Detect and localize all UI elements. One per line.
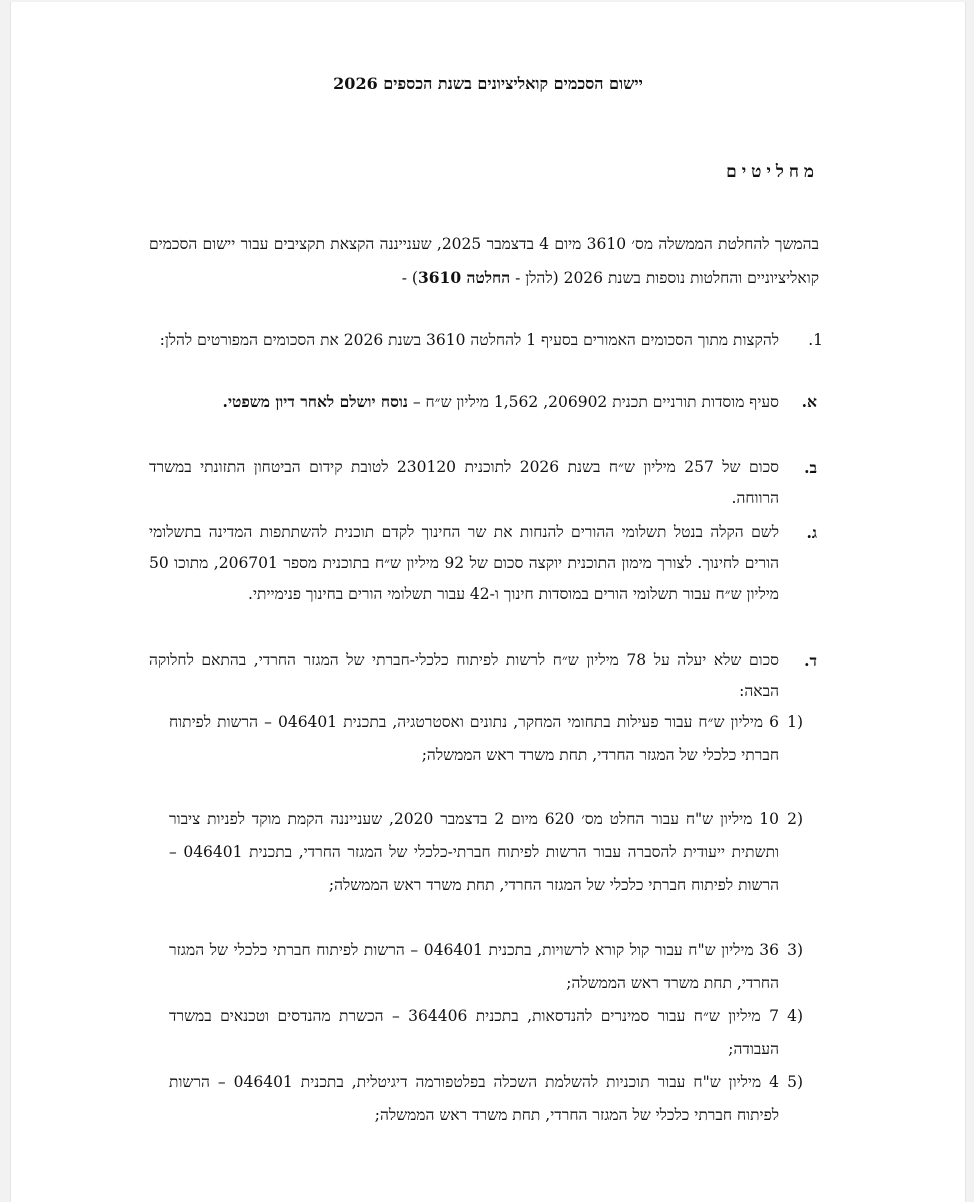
list-item: [169, 1066, 803, 1132]
subsection-c: [149, 517, 817, 610]
section-1: [149, 324, 823, 356]
subsection-bold-text: נוסח יושלם לאחר דיון משפטי.: [222, 392, 408, 411]
subsection-text: סכום של 257 מיליון ש״ח בשנת 2026 לתוכנית 230120 לטובת קידום הביטחון התזונתי במשרד הרווחה.: [149, 458, 779, 507]
subsection-text: סכום שלא יעלה על 78 מיליון ש״ח לרשות לפיתוח כלכלי-חברתי של המגזר החרדי, בהתאם לחלוקה הבאה:: [149, 651, 779, 700]
document-body: [11, 2, 965, 1202]
subsection-d: [149, 645, 817, 707]
list-item-number: (1: [787, 713, 803, 731]
intro-text-end: ) -: [401, 269, 418, 287]
decision-heading: מחליטים: [726, 162, 819, 182]
intro-text: בהמשך להחלטת הממשלה מס׳ 3610 מיום 4 בדצמבר 2025, שענייננה הקצאת תקציבים עבור יישום הסכמים קואליציוניים והחלטות נוספות בשנת 2026 (להלן -: [149, 235, 819, 287]
subsection-label: ג.: [806, 523, 817, 542]
list-item-text: 4 מיליון ש"ח עבור תוכניות להשלמת השכלה בפלטפורמה דיגיטלית, בתכנית 046401 – הרשות לפיתוח חברתי כלכלי של המגזר החרדי, תחת משרד ראש הממשלה;: [169, 1073, 779, 1124]
list-item: [169, 706, 803, 772]
list-item: [169, 803, 803, 902]
subsection-a: [149, 386, 817, 418]
list-item-number: (4: [787, 1007, 803, 1025]
list-item-number: (5: [787, 1073, 803, 1091]
intro-bold-term: החלטה 3610: [417, 268, 511, 287]
list-item-number: (3: [787, 941, 803, 959]
list-item-text: 10 מיליון ש"ח עבור החלט מס׳ 620 מיום 2 בדצמבר 2020, שענייננה הקמת מוקד לפניות ציבור ותשתית ייעודית להסברה עבור הרשות לפיתוח חברתי-כלכלי של המגזר החרדי, בתכנית 046401 – הרשות לפיתוח חברתי כלכלי של המגזר החרדי, תחת משרד ראש הממשלה;: [169, 810, 780, 894]
subsection-b: [149, 452, 817, 514]
document-page: [10, 2, 966, 1202]
list-item: [169, 934, 803, 1000]
section-1-number: 1.: [808, 331, 823, 349]
list-item-text: 7 מיליון ש״ח עבור סמינרים להנדסאות, בתכנית 364406 – הכשרת מהנדסים וטכנאים במשרד העבודה;: [169, 1007, 779, 1058]
list-item-text: 36 מיליון ש"ח עבור קול קורא לרשויות, בתכנית 046401 – הרשות לפיתוח חברתי כלכלי של המגזר החרדי, תחת משרד ראש הממשלה;: [169, 941, 779, 992]
subsection-text: סעיף מוסדות תורניים תכנית 206902, 1,562 מיליון ש״ח –: [407, 393, 779, 411]
document-title: יישום הסכמים קואליציונים בשנת הכספים 2026: [333, 74, 643, 93]
subsection-label: ב.: [804, 458, 817, 477]
list-item-text: 6 מיליון ש״ח עבור פעילות בתחומי המחקר, נתונים ואסטרטגיה, בתכנית 046401 – הרשות לפיתוח חברתי כלכלי של המגזר החרדי, תחת משרד ראש הממשלה;: [169, 713, 780, 764]
subsection-label: א.: [801, 392, 817, 411]
subsection-text: לשם הקלה בנטל תשלומי ההורים להנחות את שר החינוך לקדם תוכנית להשתתפות המדינה בתשלומי הורים לחינוך. לצורך מימון התוכנית יוקצה סכום של 92 מיליון ש״ח בתוכנית מספר 206701, מתוכו 50 מיליון ש״ח עבור תשלומי הורים במוסדות חינוך ו-42 עבור תשלומי הורים בחינוך פנימייתי.: [149, 523, 779, 603]
subsection-label: ד.: [804, 651, 817, 670]
list-item: [169, 1000, 803, 1066]
list-item-number: (2: [787, 810, 803, 828]
intro-paragraph: [149, 228, 819, 295]
section-1-text: להקצות מתוך הסכומים האמורים בסעיף 1 להחלטה 3610 בשנת 2026 את הסכומים המפורטים להלן:: [159, 331, 779, 349]
